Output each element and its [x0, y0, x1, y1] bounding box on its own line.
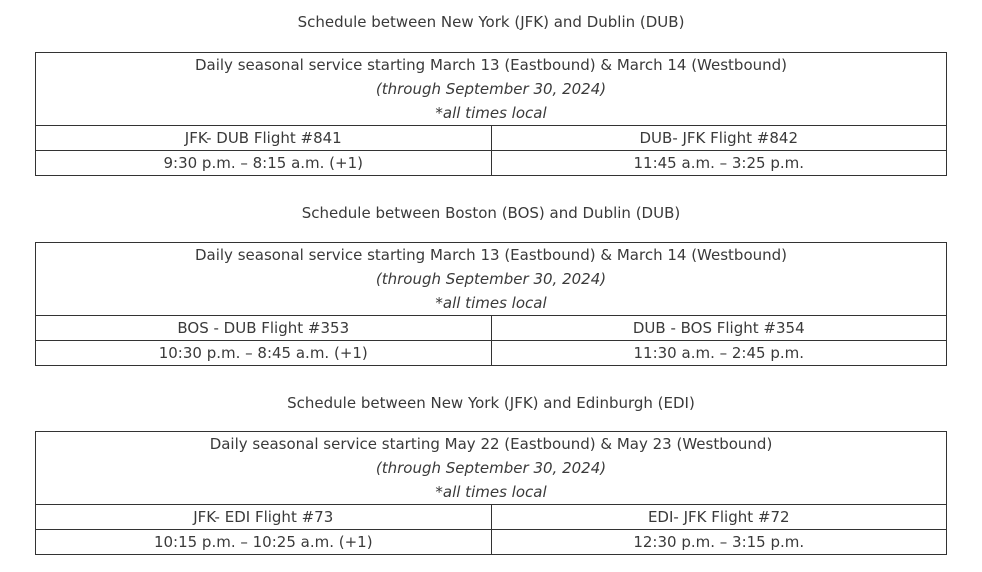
outbound-flight-label: JFK- DUB Flight #841 — [36, 126, 492, 151]
schedule-table — [35, 52, 947, 176]
outbound-flight-time: 10:15 p.m. – 10:25 a.m. (+1) — [36, 530, 492, 555]
service-description: Daily seasonal service starting March 13 (Eastbound) & March 14 (Westbound) — [194, 246, 788, 264]
table-row — [36, 505, 947, 530]
inbound-flight-time: 11:45 a.m. – 3:25 p.m. — [491, 151, 947, 176]
table-header-row — [36, 243, 947, 316]
table-header-row — [36, 432, 947, 505]
local-times-note: *all times local — [435, 104, 547, 122]
schedule-title: Schedule between New York (JFK) and Dublin (DUB) — [297, 13, 685, 31]
table-header-row — [36, 53, 947, 126]
service-end-date: (through September 30, 2024) — [375, 80, 607, 98]
service-header-cell — [36, 243, 947, 316]
inbound-flight-label: DUB- JFK Flight #842 — [491, 126, 947, 151]
inbound-flight-time: 11:30 a.m. – 2:45 p.m. — [491, 341, 947, 366]
schedule-table — [35, 242, 947, 366]
local-times-note: *all times local — [435, 294, 547, 312]
service-description: Daily seasonal service starting May 22 (Eastbound) & May 23 (Westbound) — [209, 435, 773, 453]
table-row — [36, 151, 947, 176]
table-row — [36, 126, 947, 151]
service-header-cell — [36, 53, 947, 126]
service-end-date: (through September 30, 2024) — [375, 270, 607, 288]
service-end-date: (through September 30, 2024) — [375, 459, 607, 477]
outbound-flight-label: JFK- EDI Flight #73 — [36, 505, 492, 530]
table-row — [36, 530, 947, 555]
table-row — [36, 341, 947, 366]
schedule-table — [35, 431, 947, 555]
outbound-flight-time: 10:30 p.m. – 8:45 a.m. (+1) — [36, 341, 492, 366]
outbound-flight-time: 9:30 p.m. – 8:15 a.m. (+1) — [36, 151, 492, 176]
schedule-title: Schedule between New York (JFK) and Edinburgh (EDI) — [287, 394, 695, 412]
inbound-flight-time: 12:30 p.m. – 3:15 p.m. — [491, 530, 947, 555]
local-times-note: *all times local — [435, 483, 547, 501]
table-row — [36, 316, 947, 341]
service-description: Daily seasonal service starting March 13 (Eastbound) & March 14 (Westbound) — [194, 56, 788, 74]
outbound-flight-label: BOS - DUB Flight #353 — [36, 316, 492, 341]
inbound-flight-label: DUB - BOS Flight #354 — [491, 316, 947, 341]
inbound-flight-label: EDI- JFK Flight #72 — [491, 505, 947, 530]
schedule-title: Schedule between Boston (BOS) and Dublin (DUB) — [301, 204, 681, 222]
service-header-cell — [36, 432, 947, 505]
